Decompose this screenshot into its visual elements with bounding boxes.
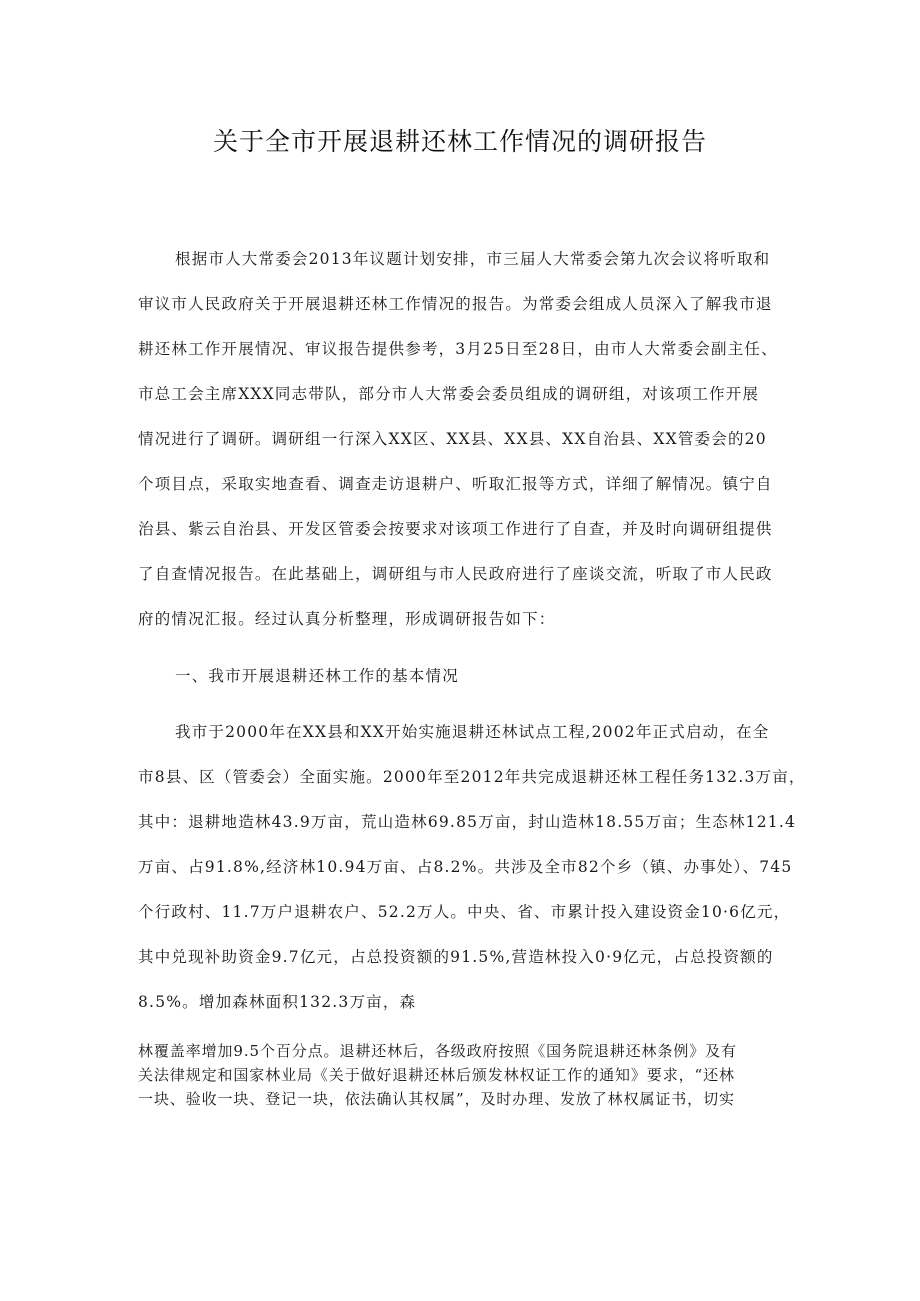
paragraph-3-line: 一块、验收一块、登记一块，依法确认其权属”，及时办理、发放了林权属证书，切实 bbox=[138, 1090, 735, 1108]
paragraph-1-line: 耕还林工作开展情况、审议报告提供参考，3月25日至28日，由市人大常委会副主任、 bbox=[138, 340, 778, 358]
paragraph-2-line: 市8县、区（管委会）全面实施。2000年至2012年共完成退耕还林工程任务132.3万亩， bbox=[138, 768, 806, 786]
paragraph-2-line: 其中：退耕地造林43.9万亩，荒山造林69.85万亩，封山造林18.55万亩；生态林121.4 bbox=[138, 813, 797, 831]
paragraph-2-line: 个行政村、11.7万户退耕农户、52.2万人。中央、省、市累计投入建设资金10·6亿元， bbox=[138, 903, 791, 921]
paragraph-2-line: 万亩、占91.8%,经济林10.94万亩、占8.2%。共涉及全市82个乡（镇、办事处）、745 bbox=[138, 858, 793, 876]
paragraph-3-line: 林覆盖率增加9.5个百分点。退耕还林后，各级政府按照《国务院退耕还林条例》及有 bbox=[138, 1042, 737, 1060]
paragraph-2-line: 其中兑现补助资金9.7亿元，占总投资额的91.5%,营造林投入0·9亿元，占总投资额的 bbox=[138, 948, 774, 966]
paragraph-1-line: 根据市人大常委会2013年议题计划安排，市三届人大常委会第九次会议将听取和 bbox=[175, 250, 771, 268]
paragraph-1-line: 了自查情况报告。在此基础上，调研组与市人民政府进行了座谈交流，听取了市人民政 bbox=[138, 565, 773, 583]
section-heading: 一、我市开展退耕还林工作的基本情况 bbox=[175, 667, 459, 685]
paragraph-1-line: 治县、紫云自治县、开发区管委会按要求对该项工作进行了自查，并及时向调研组提供 bbox=[138, 520, 773, 538]
document-title: 关于全市开展退耕还林工作情况的调研报告 bbox=[212, 127, 707, 156]
paragraph-1-line: 个项目点，采取实地查看、调查走访退耕户、听取汇报等方式，详细了解情况。镇宁自 bbox=[138, 475, 773, 493]
paragraph-1-line: 府的情况汇报。经过认真分析整理，形成调研报告如下： bbox=[138, 610, 556, 628]
paragraph-2-line: 8.5%。增加森林面积132.3万亩，森 bbox=[138, 993, 417, 1011]
paragraph-3-line: 关法律规定和国家林业局《关于做好退耕还林后颁发林权证工作的通知》要求，“还林 bbox=[138, 1066, 735, 1084]
paragraph-1-line: 情况进行了调研。调研组一行深入XX区、XX县、XX县、XX自治县、XX管委会的20 bbox=[138, 430, 767, 448]
paragraph-1-line: 市总工会主席XXX同志带队，部分市人大常委会委员组成的调研组，对该项工作开展 bbox=[138, 385, 760, 403]
paragraph-2-line: 我市于2000年在XX县和XX开始实施退耕还林试点工程,2002年正式启动，在全 bbox=[175, 723, 770, 741]
paragraph-1-line: 审议市人民政府关于开展退耕还林工作情况的报告。为常委会组成人员深入了解我市退 bbox=[138, 295, 773, 313]
